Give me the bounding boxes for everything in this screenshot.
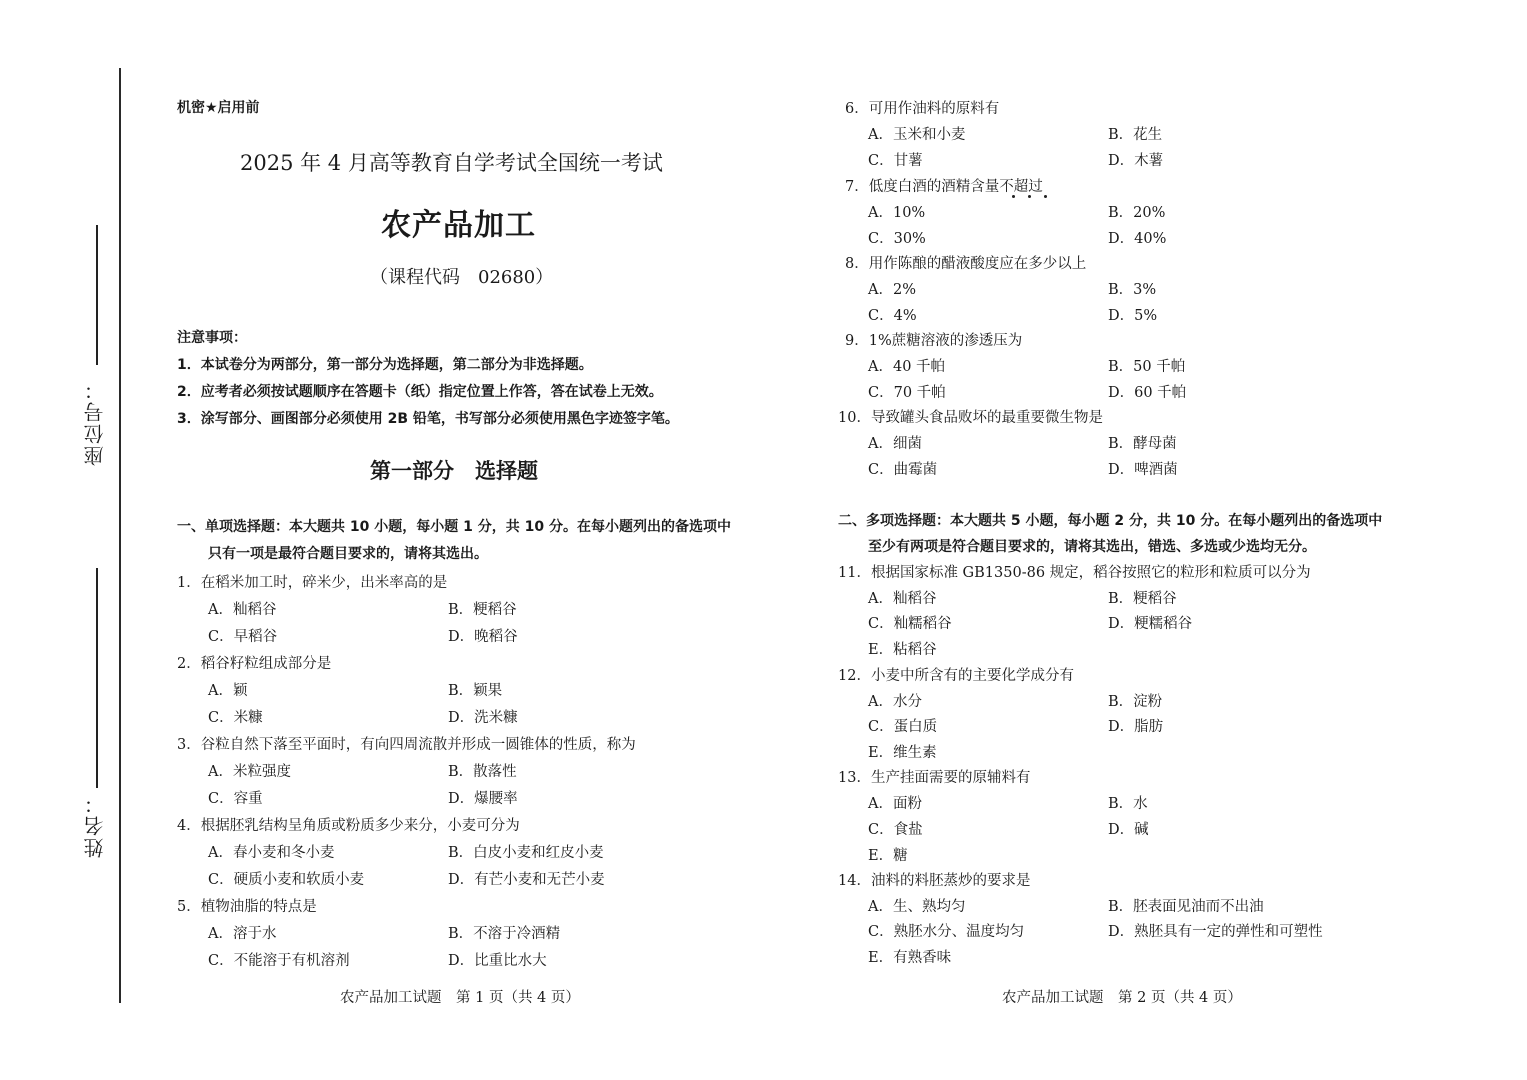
- section2-header-cont: 至少有两项是符合题目要求的，请将其选出，错选、多选或少选均无分。: [868, 539, 1316, 555]
- binding-margin-line: [119, 68, 121, 1003]
- option[interactable]: B．胚表面见油而不出油: [1108, 899, 1264, 915]
- question-stem: 4．根据胚乳结构呈角质或粉质多少来分，小麦可分为: [177, 818, 520, 834]
- course-name: 农产品加工: [381, 208, 536, 243]
- option[interactable]: D．有芒小麦和无芒小麦: [448, 872, 605, 888]
- option[interactable]: D．粳糯稻谷: [1108, 616, 1193, 632]
- seat-number-blank[interactable]: [96, 225, 98, 365]
- question-stem: 10．导致罐头食品败坏的最重要微生物是: [838, 410, 1103, 426]
- option[interactable]: D．脂肪: [1108, 719, 1164, 735]
- option[interactable]: A．40 千帕: [868, 359, 946, 375]
- question-stem: 7．低度白酒的酒精含量不超过: [845, 179, 1043, 195]
- option[interactable]: E．维生素: [868, 745, 937, 761]
- option[interactable]: D．晚稻谷: [448, 629, 518, 645]
- option[interactable]: B．花生: [1108, 127, 1163, 143]
- option[interactable]: D．木薯: [1108, 153, 1164, 169]
- option[interactable]: E．粘稻谷: [868, 642, 937, 658]
- question-stem: 9．1%蔗糖溶液的渗透压为: [845, 333, 1023, 349]
- option[interactable]: D．啤酒菌: [1108, 462, 1178, 478]
- option[interactable]: B．粳稻谷: [1108, 591, 1177, 607]
- page-footer: 农产品加工试题 第 1 页（共 4 页）: [340, 990, 580, 1006]
- option[interactable]: A．10%: [868, 205, 926, 221]
- option[interactable]: B．水: [1108, 796, 1148, 812]
- option[interactable]: C．曲霉菌: [868, 462, 938, 478]
- option[interactable]: D．洗米糠: [448, 710, 518, 726]
- exam-title: 2025 年 4 月高等教育自学考试全国统一考试: [240, 151, 663, 175]
- option[interactable]: D．40%: [1108, 231, 1167, 247]
- option[interactable]: A．细菌: [868, 436, 922, 452]
- option[interactable]: A．春小麦和冬小麦: [208, 845, 335, 861]
- option[interactable]: C．硬质小麦和软质小麦: [208, 872, 365, 888]
- option[interactable]: A．籼稻谷: [208, 602, 277, 618]
- question-stem: 12．小麦中所含有的主要化学成分有: [838, 668, 1074, 684]
- option[interactable]: A．2%: [868, 282, 916, 298]
- question-stem: 6．可用作油料的原料有: [845, 101, 1000, 117]
- question-stem: 13．生产挂面需要的原辅料有: [838, 770, 1031, 786]
- option[interactable]: C．不能溶于有机溶剂: [208, 953, 350, 969]
- option[interactable]: B．酵母菌: [1108, 436, 1177, 452]
- option[interactable]: B．颖果: [448, 683, 503, 699]
- question-stem: 2．稻谷籽粒组成部分是: [177, 656, 332, 672]
- question-stem: 14．油料的料胚蒸炒的要求是: [838, 873, 1031, 889]
- option[interactable]: A．水分: [868, 694, 922, 710]
- option[interactable]: B．散落性: [448, 764, 517, 780]
- option[interactable]: D．爆腰率: [448, 791, 518, 807]
- option[interactable]: A．米粒强度: [208, 764, 291, 780]
- notice-item: 1．本试卷分为两部分，第一部分为选择题，第二部分为非选择题。: [177, 357, 593, 373]
- name-blank[interactable]: [96, 568, 98, 788]
- option[interactable]: D．碱: [1108, 822, 1149, 838]
- emphasis-dot: [1012, 195, 1015, 198]
- option[interactable]: A．颖: [208, 683, 248, 699]
- option[interactable]: D．5%: [1108, 308, 1158, 324]
- section2-header: 二、多项选择题：本大题共 5 小题，每小题 2 分，共 10 分。在每小题列出的备选项中: [838, 513, 1383, 529]
- option[interactable]: C．米糠: [208, 710, 263, 726]
- question-stem: 5．植物油脂的特点是: [177, 899, 317, 915]
- option[interactable]: A．生、熟均匀: [868, 899, 966, 915]
- option[interactable]: C．熟胚水分、温度均匀: [868, 924, 1025, 940]
- option[interactable]: C．4%: [868, 308, 917, 324]
- option[interactable]: E．糖: [868, 848, 908, 864]
- option[interactable]: D．60 千帕: [1108, 385, 1187, 401]
- option[interactable]: C．容重: [208, 791, 263, 807]
- option[interactable]: D．比重比水大: [448, 953, 547, 969]
- notice-item: 2．应考者必须按试题顺序在答题卡（纸）指定位置上作答，答在试卷上无效。: [177, 384, 663, 400]
- option[interactable]: B．粳稻谷: [448, 602, 517, 618]
- option[interactable]: C．籼糯稻谷: [868, 616, 952, 632]
- page-footer: 农产品加工试题 第 2 页（共 4 页）: [1002, 990, 1242, 1006]
- notice-title: 注意事项：: [177, 330, 247, 346]
- section1-header: 一、单项选择题：本大题共 10 小题，每小题 1 分，共 10 分。在每小题列出的备选项中: [177, 519, 731, 535]
- option[interactable]: B．白皮小麦和红皮小麦: [448, 845, 604, 861]
- option[interactable]: D．熟胚具有一定的弹性和可塑性: [1108, 924, 1323, 940]
- part1-title: 第一部分 选择题: [370, 458, 538, 483]
- option[interactable]: C．30%: [868, 231, 926, 247]
- option[interactable]: B．淀粉: [1108, 694, 1163, 710]
- emphasis-dot: [1044, 195, 1047, 198]
- option[interactable]: C．70 千帕: [868, 385, 946, 401]
- seat-number-label: 座位号：: [83, 378, 107, 466]
- option[interactable]: B．20%: [1108, 205, 1166, 221]
- option[interactable]: A．溶于水: [208, 926, 277, 942]
- option[interactable]: C．蛋白质: [868, 719, 938, 735]
- option[interactable]: B．50 千帕: [1108, 359, 1186, 375]
- section1-header-cont: 只有一项是最符合题目要求的，请将其选出。: [208, 546, 488, 562]
- option[interactable]: C．食盐: [868, 822, 923, 838]
- option[interactable]: A．玉米和小麦: [868, 127, 966, 143]
- option[interactable]: B．不溶于冷酒精: [448, 926, 561, 942]
- notice-item: 3．涂写部分、画图部分必须使用 2B 铅笔，书写部分必须使用黑色字迹签字笔。: [177, 411, 679, 427]
- question-stem: 11．根据国家标准 GB1350-86 规定，稻谷按照它的粒形和粒质可以分为: [838, 565, 1311, 581]
- emphasis-dot: [1028, 195, 1031, 198]
- course-code: （课程代码 02680）: [370, 267, 554, 288]
- confidential-mark: 机密★启用前: [177, 100, 260, 116]
- option[interactable]: A．面粉: [868, 796, 922, 812]
- question-stem: 1．在稻米加工时，碎米少，出米率高的是: [177, 575, 448, 591]
- option[interactable]: A．籼稻谷: [868, 591, 937, 607]
- option[interactable]: C．甘薯: [868, 153, 923, 169]
- option[interactable]: C．早稻谷: [208, 629, 278, 645]
- question-stem: 8．用作陈酿的醋液酸度应在多少以上: [845, 256, 1087, 272]
- question-stem: 3．谷粒自然下落至平面时，有向四周流散并形成一圆锥体的性质，称为: [177, 737, 636, 753]
- name-label: 姓名：: [83, 792, 107, 858]
- option[interactable]: E．有熟香味: [868, 950, 952, 966]
- option[interactable]: B．3%: [1108, 282, 1157, 298]
